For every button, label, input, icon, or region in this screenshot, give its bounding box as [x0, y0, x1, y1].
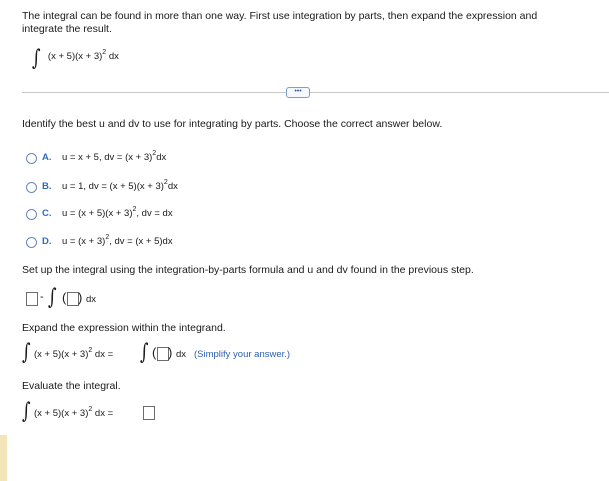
- close-paren: ): [168, 345, 173, 360]
- integrand-exponent: 2: [102, 49, 107, 56]
- integrand: (x + 5)(x + 3): [34, 349, 89, 360]
- integral-sign-icon: ∫: [22, 340, 31, 365]
- question-prompt: [22, 10, 582, 36]
- option-tail: dx: [156, 152, 167, 163]
- expand-equation: [22, 342, 322, 366]
- integral-sign-icon: ∫: [140, 340, 149, 365]
- left-edge-bar: [0, 435, 7, 481]
- expand-dx: dx: [176, 349, 187, 360]
- option-text: u = (x + 3): [62, 236, 106, 247]
- integrand: (x + 5)(x + 3): [47, 51, 103, 62]
- integral-sign-icon: ∫: [48, 285, 57, 310]
- equals-sign: =: [107, 349, 114, 360]
- option-letter: C.: [42, 208, 52, 219]
- step-2-instruction: Set up the integral using the integration-by-parts formula and u and dv found in the previous step.: [22, 264, 474, 276]
- option-letter: D.: [42, 236, 52, 247]
- open-paren: (: [152, 345, 157, 360]
- step-3-instruction: Expand the expression within the integrand.: [22, 322, 226, 334]
- option-sup: 2: [132, 206, 137, 213]
- integrand-exponent: 2: [88, 347, 93, 354]
- option-tail: dx: [167, 181, 178, 192]
- open-paren: (: [62, 290, 67, 305]
- integrand-dx: dx: [94, 349, 105, 360]
- option-sup: 2: [105, 234, 110, 241]
- uv-answer-box[interactable]: [26, 292, 38, 306]
- integrand: (x + 5)(x + 3): [34, 408, 89, 419]
- final-equation: [22, 401, 182, 425]
- prompt-line-1: The integral can be found in more than one way. First use integration by parts, then expand the expression and: [22, 10, 538, 22]
- expand-ellipsis-button[interactable]: •••: [286, 87, 310, 98]
- integrand-exponent: 2: [88, 406, 93, 413]
- option-text: u = x + 5, dv = (x + 3): [62, 152, 153, 163]
- integral-sign-icon: ∫: [22, 399, 31, 424]
- option-text: u = (x + 5)(x + 3): [62, 208, 133, 219]
- minus-sign: -: [40, 291, 44, 303]
- final-answer-box[interactable]: [143, 406, 155, 420]
- radio-d[interactable]: [26, 237, 37, 248]
- integrand-dx: dx: [94, 408, 105, 419]
- option-tail: , dv = dx: [136, 208, 173, 219]
- close-paren: ): [78, 290, 83, 305]
- radio-a[interactable]: [26, 153, 37, 164]
- simplify-hint: (Simplify your answer.): [194, 349, 291, 360]
- option-letter: B.: [42, 181, 52, 192]
- formula-dx: dx: [86, 294, 97, 305]
- equals-sign: =: [107, 408, 114, 419]
- prompt-line-2: integrate the result.: [22, 23, 112, 35]
- radio-c[interactable]: [26, 209, 37, 220]
- radio-b[interactable]: [26, 182, 37, 193]
- option-text: u = 1, dv = (x + 5)(x + 3): [62, 181, 164, 192]
- option-tail: , dv = (x + 5)dx: [109, 236, 173, 247]
- main-integral: [32, 48, 119, 70]
- parts-formula: [26, 287, 146, 311]
- option-sup: 2: [163, 179, 168, 186]
- step-4-instruction: Evaluate the integral.: [22, 380, 121, 392]
- integrand-dx: dx: [108, 51, 119, 62]
- section-divider: [22, 92, 609, 93]
- option-letter: A.: [42, 152, 52, 163]
- option-sup: 2: [152, 150, 157, 157]
- mc-question: Identify the best u and dv to use for integrating by parts. Choose the correct answer below.: [22, 118, 443, 130]
- integral-sign-icon: ∫: [32, 46, 41, 71]
